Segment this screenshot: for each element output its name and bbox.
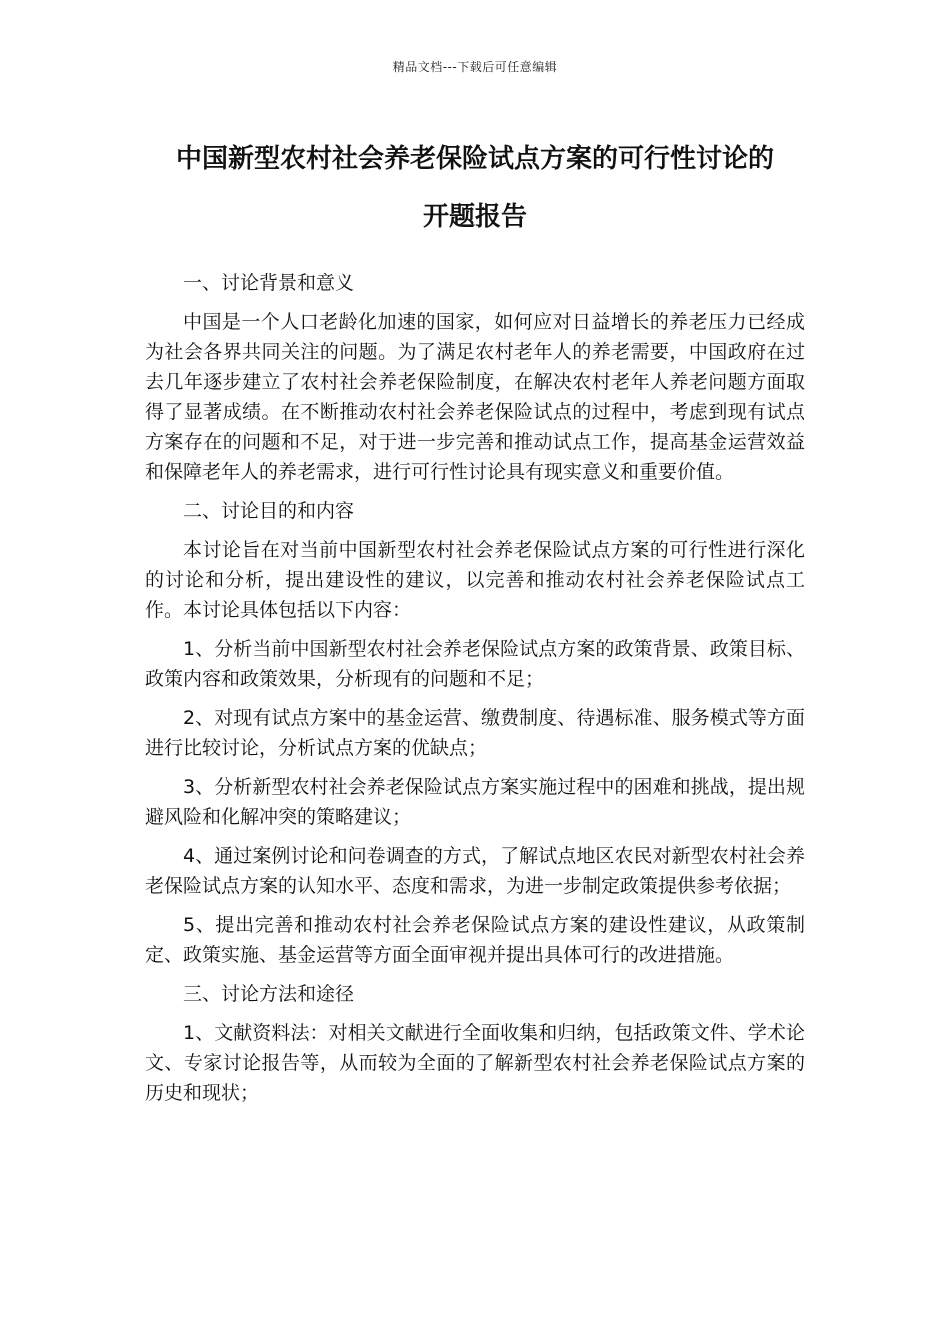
purpose-list-item: 3、分析新型农村社会养老保险试点方案实施过程中的困难和挑战，提出规避风险和化解冲突的策略建议；: [145, 776, 805, 828]
section-heading-methods: 三、讨论方法和途径: [183, 983, 355, 1005]
purpose-list-item: 2、对现有试点方案中的基金运营、缴费制度、待遇标准、服务模式等方面进行比较讨论，分析试点方案的优缺点；: [145, 707, 805, 759]
purpose-list-item: 1、分析当前中国新型农村社会养老保险试点方案的政策背景、政策目标、政策内容和政策效果，分析现有的问题和不足；: [145, 638, 805, 690]
title-line-2: 开题报告: [422, 202, 527, 232]
document-body: [145, 268, 805, 1117]
section-heading-purpose: 二、讨论目的和内容: [183, 500, 355, 522]
section-heading-background: 一、讨论背景和意义: [183, 272, 355, 294]
background-paragraph: 中国是一个人口老龄化加速的国家，如何应对日益增长的养老压力已经成为社会各界共同关注的问题。为了满足农村老年人的养老需要，中国政府在过去几年逐步建立了农村社会养老保险制度，在解决农村老年人养老问题方面取得了显著成绩。在不断推动农村社会养老保险试点的过程中，考虑到现有试点方案存在的问题和不足，对于进一步完善和推动试点工作，提高基金运营效益和保障老年人的养老需求，进行可行性讨论具有现实意义和重要价值。: [145, 311, 805, 483]
methods-list-item: 1、文献资料法：对相关文献进行全面收集和归纳，包括政策文件、学术论文、专家讨论报告等，从而较为全面的了解新型农村社会养老保险试点方案的历史和现状；: [145, 1022, 805, 1104]
title-line-1: 中国新型农村社会养老保险试点方案的可行性讨论的: [175, 144, 774, 174]
header-note: 精品文档---下载后可任意编辑: [392, 60, 558, 74]
purpose-list-item: 5、提出完善和推动农村社会养老保险试点方案的建设性建议，从政策制定、政策实施、基金运营等方面全面审视并提出具体可行的改进措施。: [145, 914, 805, 966]
purpose-intro-paragraph: 本讨论旨在对当前中国新型农村社会养老保险试点方案的可行性进行深化的讨论和分析，提出建设性的建议，以完善和推动农村社会养老保险试点工作。本讨论具体包括以下内容：: [145, 539, 805, 621]
document-title: [120, 130, 830, 246]
purpose-list-item: 4、通过案例讨论和问卷调查的方式，了解试点地区农民对新型农村社会养老保险试点方案的认知水平、态度和需求，为进一步制定政策提供参考依据；: [145, 845, 805, 897]
